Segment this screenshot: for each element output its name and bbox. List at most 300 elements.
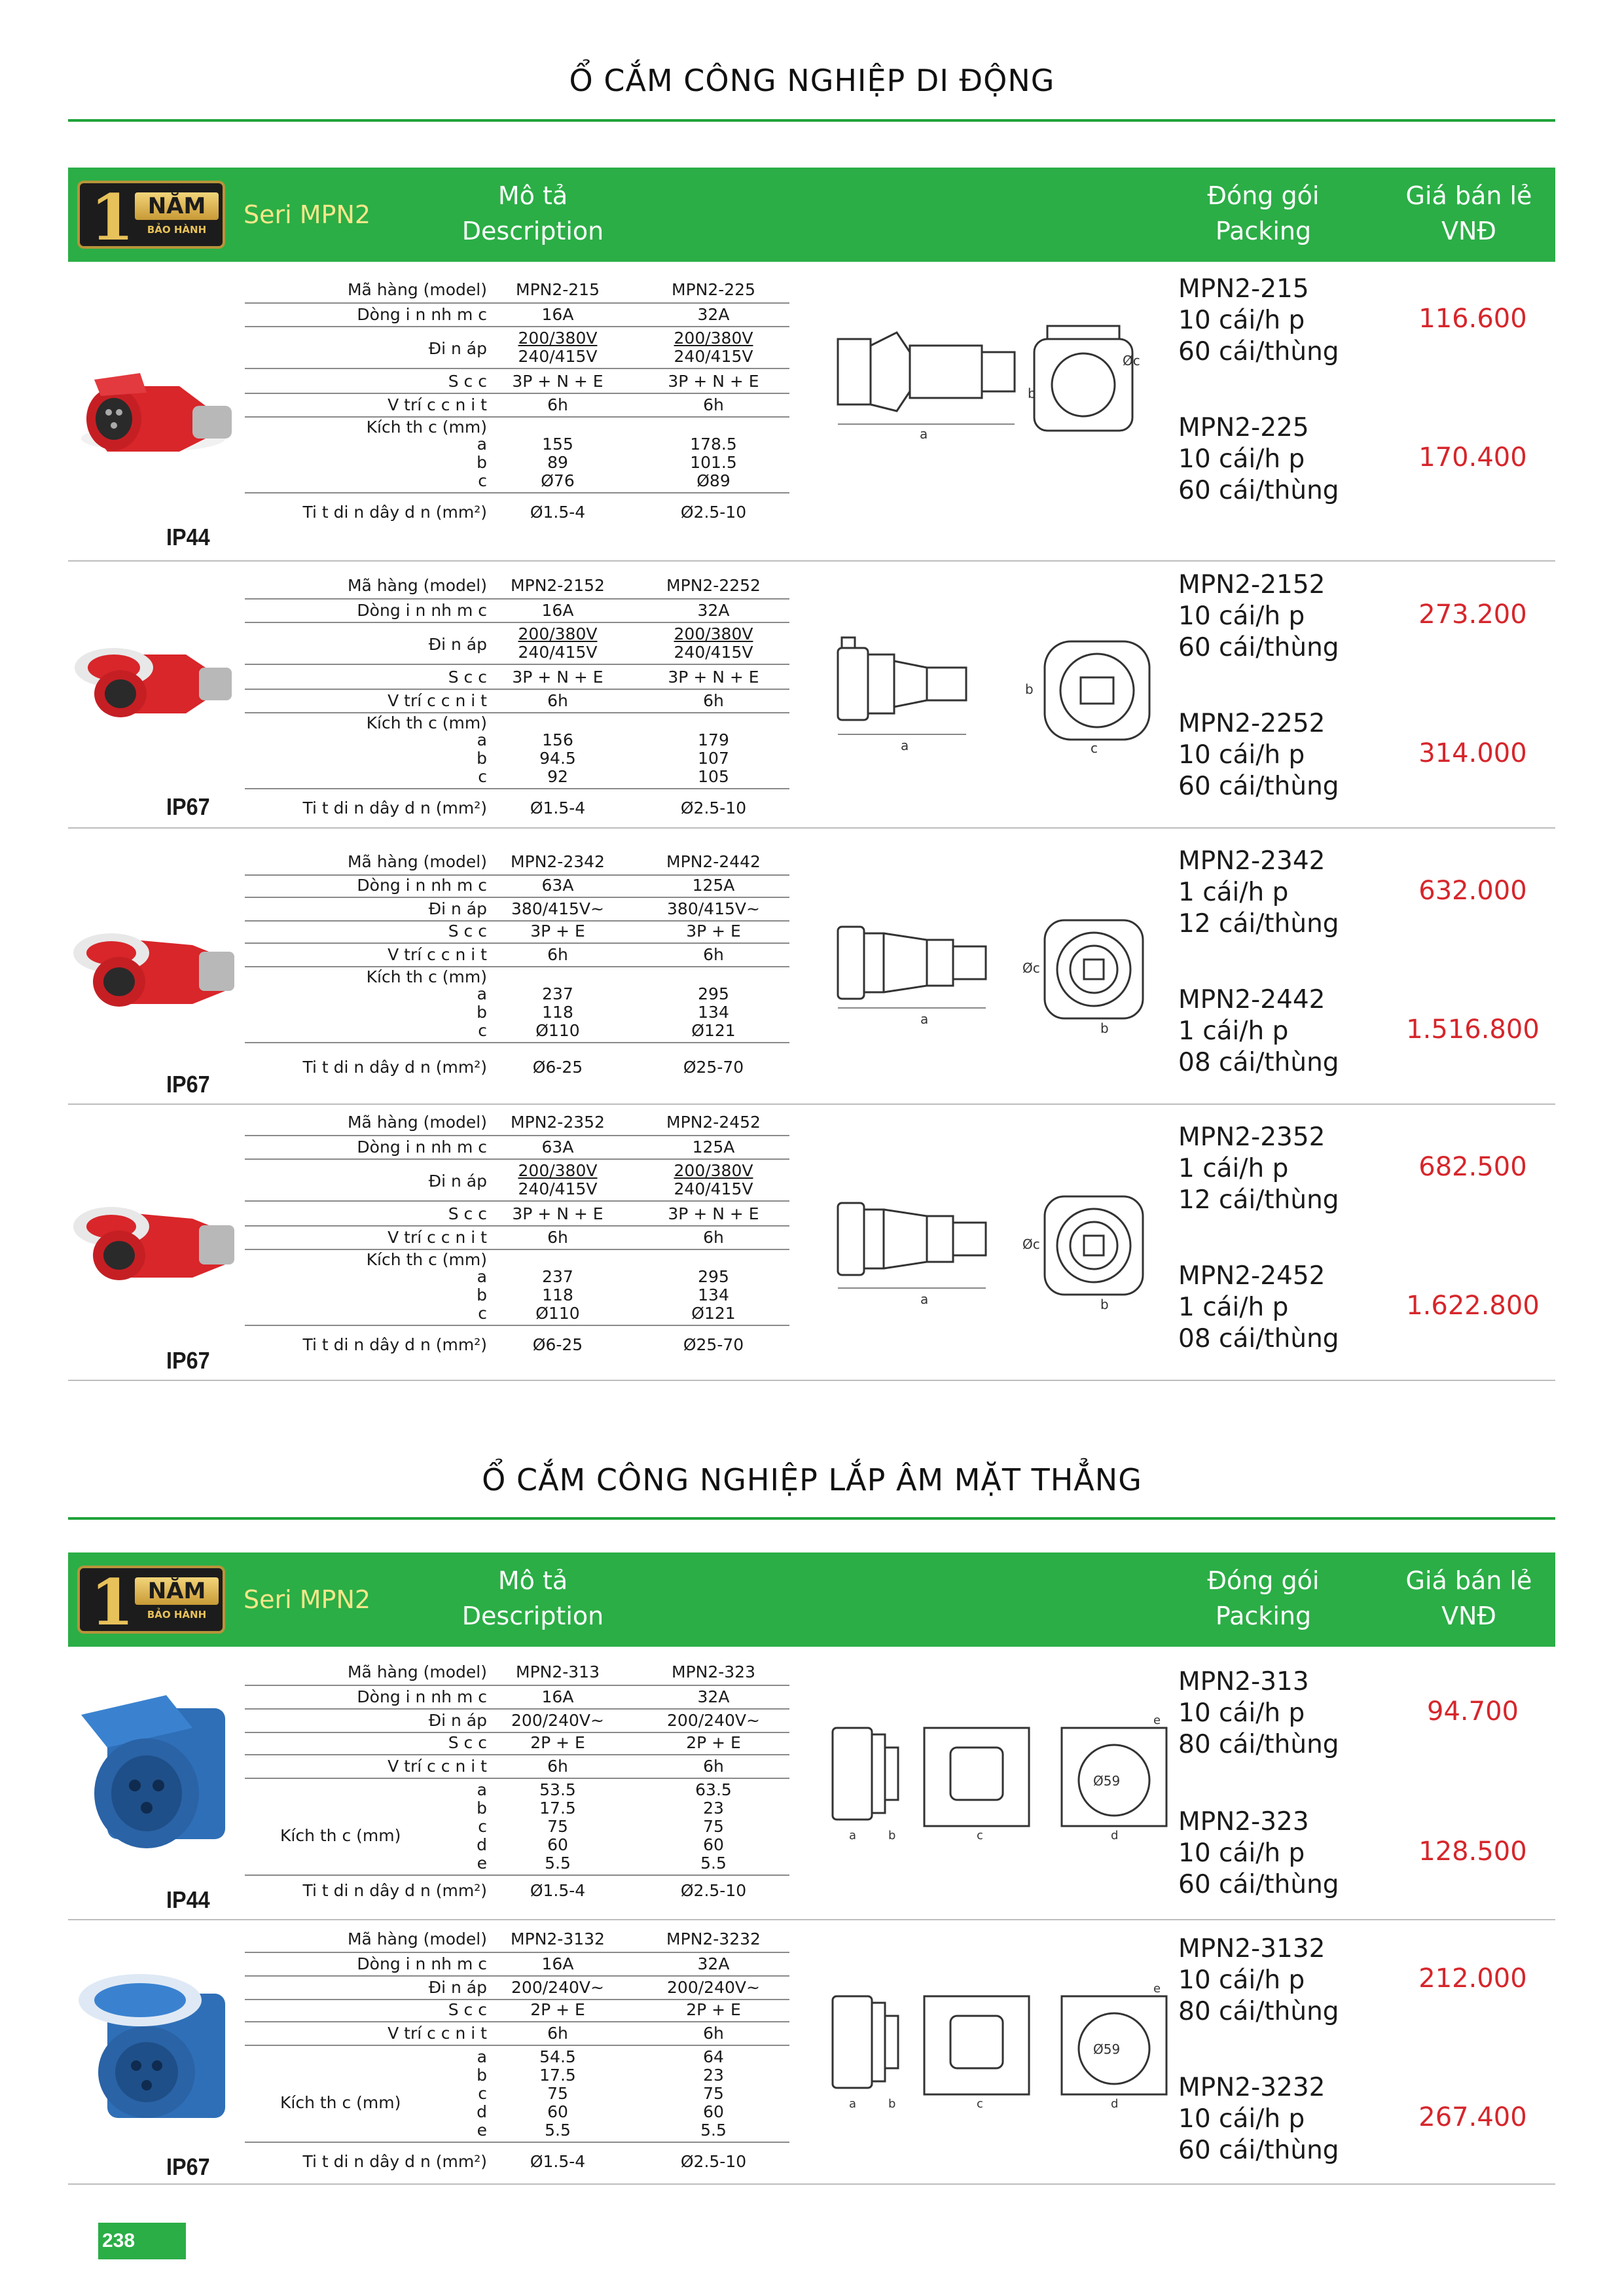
packing-model: MPN2-2442: [1178, 985, 1326, 1014]
packing-block: [1178, 274, 1339, 368]
packing-carton: 80 cái/thùng: [1178, 1730, 1339, 1759]
packing-block: [1178, 1261, 1339, 1355]
spec-poles-2: 2P + E: [686, 1733, 741, 1752]
spec-section-2: Ø2.5-10: [680, 2152, 747, 2171]
packing-box: 1 cái/h p: [1178, 878, 1289, 907]
spec-divider: [245, 1325, 789, 1326]
warranty-unit: NĂM: [135, 192, 219, 220]
packing-model: MPN2-2252: [1178, 709, 1326, 738]
product-image-red-socket: [68, 628, 238, 733]
packing-box: 1 cái/h p: [1178, 1016, 1289, 1046]
warranty-badge: [77, 181, 225, 255]
spec-poles-1: 3P + N + E: [512, 1204, 604, 1223]
spec-label-current: Dòng i n nh m c: [357, 876, 487, 895]
spec-a-1: 53.5: [539, 1780, 576, 1799]
spec-divider: [245, 1249, 789, 1250]
spec-label-position: V trí c c n i t: [388, 945, 487, 964]
spec-b-1: 118: [542, 1285, 573, 1304]
price-header: [1371, 1563, 1567, 1634]
table-header: [68, 168, 1555, 262]
spec-e-2: 5.5: [700, 2121, 727, 2140]
spec-c-1: 75: [547, 1817, 568, 1836]
packing-block: [1178, 984, 1339, 1079]
spec-a-2: 179: [698, 730, 729, 749]
spec-label-c: c: [478, 767, 487, 786]
spec-divider: [245, 1952, 789, 1953]
spec-model-1: MPN2-2342: [511, 852, 605, 871]
packing-box: 10 cái/h p: [1178, 740, 1305, 770]
spec-b-2: 23: [703, 1799, 724, 1818]
spec-label-b: b: [477, 453, 487, 472]
spec-voltage-1a: 200/380V: [518, 1161, 598, 1180]
series-label: Seri MPN2: [244, 1585, 371, 1614]
drawing-label-b: b: [1100, 1020, 1109, 1036]
spec-label-b: b: [477, 2066, 487, 2085]
spec-e-2: 5.5: [700, 1854, 727, 1873]
spec-position-1: 6h: [547, 945, 568, 964]
spec-label-a: a: [477, 1780, 487, 1799]
spec-section-2: Ø25-70: [683, 1335, 744, 1354]
packing-model: MPN2-2452: [1178, 1261, 1326, 1291]
spec-label-poles: S c c: [448, 668, 487, 687]
packing-carton: 60 cái/thùng: [1178, 772, 1339, 801]
spec-label-section: Ti t di n dây d n (mm²): [302, 1335, 487, 1354]
spec-voltage-1a: 200/380V: [518, 624, 598, 643]
spec-label-position: V trí c c n i t: [388, 691, 487, 710]
spec-label-model: Mã hàng (model): [347, 1662, 487, 1681]
spec-section-1: Ø1.5-4: [530, 2152, 586, 2171]
packing-carton: 80 cái/thùng: [1178, 1997, 1339, 2026]
spec-poles-1: 2P + E: [530, 2000, 585, 2019]
description-vi: Mô tả: [497, 181, 568, 210]
spec-current-1: 63A: [541, 876, 574, 895]
packing-model: MPN2-313: [1178, 1667, 1309, 1696]
packing-model: MPN2-3132: [1178, 1934, 1326, 1964]
product-image-blue-socket: [68, 1689, 238, 1865]
spec-position-2: 6h: [703, 1757, 724, 1776]
technical-drawing: [829, 907, 1156, 1038]
drawing-label-b: b: [1028, 386, 1036, 401]
spec-label-current: Dòng i n nh m c: [357, 1954, 487, 1973]
section-title: Ổ CẮM CÔNG NGHIỆP DI ĐỘNG: [569, 63, 1055, 98]
spec-voltage-2b: 240/415V: [674, 1179, 753, 1198]
spec-divider: [245, 1225, 789, 1227]
spec-label-a: a: [477, 984, 487, 1003]
spec-current-2: 125A: [692, 876, 735, 895]
spec-position-1: 6h: [547, 2024, 568, 2043]
retail-price: 267.400: [1418, 2102, 1527, 2132]
drawing-label-a: a: [849, 2097, 857, 2111]
spec-c-1: Ø110: [535, 1021, 580, 1040]
packing-block: [1178, 569, 1339, 664]
packing-block: [1178, 1666, 1339, 1761]
description-header: [435, 178, 631, 249]
spec-label-a: a: [477, 435, 487, 454]
packing-header: [1165, 178, 1362, 249]
price-header: [1371, 178, 1567, 249]
spec-label-model: Mã hàng (model): [347, 1929, 487, 1948]
drawing-label-b: b: [1100, 1297, 1109, 1312]
title-rule: [68, 119, 1555, 122]
warranty-text: BẢO HÀNH: [147, 1609, 207, 1621]
spec-b-2: 134: [698, 1285, 729, 1304]
drawing-label-diameter: Ø59: [1093, 1773, 1121, 1789]
packing-carton: 60 cái/thùng: [1178, 2136, 1339, 2165]
spec-current-2: 32A: [697, 305, 730, 324]
packing-model: MPN2-2352: [1178, 1122, 1326, 1152]
spec-label-position: V trí c c n i t: [388, 1228, 487, 1247]
spec-label-voltage: Đi n áp: [428, 1172, 487, 1191]
spec-divider: [245, 2021, 789, 2022]
technical-drawing: [829, 628, 1156, 759]
spec-divider: [245, 416, 789, 418]
spec-e-1: 5.5: [545, 1854, 571, 1873]
spec-a-1: 155: [542, 435, 573, 454]
spec-c-2: Ø89: [696, 471, 731, 490]
spec-poles-1: 2P + E: [530, 1733, 585, 1752]
spec-voltage-2a: 200/380V: [674, 1161, 753, 1180]
spec-model-2: MPN2-323: [672, 1662, 755, 1681]
spec-label-a: a: [477, 2047, 487, 2066]
drawing-label-a: a: [920, 1011, 929, 1027]
spec-voltage-2a: 200/240V~: [667, 1711, 760, 1730]
retail-price: 314.000: [1418, 738, 1527, 768]
spec-section-2: Ø2.5-10: [680, 503, 747, 522]
drawing-label-b: b: [1025, 681, 1034, 697]
drawing-label-a: a: [901, 738, 909, 753]
spec-label-voltage: Đi n áp: [428, 1711, 487, 1730]
spec-position-2: 6h: [703, 1228, 724, 1247]
spec-label-a: a: [477, 1267, 487, 1286]
spec-divider: [245, 1708, 789, 1710]
technical-drawing: [829, 1183, 1156, 1314]
spec-label-poles: S c c: [448, 2000, 487, 2019]
spec-divider: [245, 1778, 789, 1779]
spec-label-c: c: [478, 471, 487, 490]
packing-en: Packing: [1215, 1602, 1312, 1630]
packing-model: MPN2-2342: [1178, 846, 1326, 876]
spec-d-1: 60: [547, 1835, 568, 1854]
drawing-label-d: d: [1111, 2097, 1119, 2111]
packing-box: 10 cái/h p: [1178, 444, 1305, 474]
spec-poles-2: 2P + E: [686, 2000, 741, 2019]
spec-c-2: 75: [703, 2084, 724, 2103]
table-header: [68, 1552, 1555, 1647]
spec-voltage-1a: 380/415V~: [511, 899, 604, 918]
spec-label-section: Ti t di n dây d n (mm²): [302, 1881, 487, 1900]
spec-voltage-2a: 200/380V: [674, 624, 753, 643]
packing-block: [1178, 1122, 1339, 1216]
ip-rating: IP67: [166, 1347, 210, 1374]
spec-c-1: 92: [547, 767, 568, 786]
drawing-label-a: a: [920, 426, 928, 442]
spec-label-e: e: [477, 2121, 487, 2140]
packing-carton: 12 cái/thùng: [1178, 909, 1339, 939]
spec-divider: [245, 1042, 789, 1043]
spec-label-model: Mã hàng (model): [347, 1113, 487, 1132]
retail-price: 273.200: [1418, 600, 1527, 630]
spec-divider: [245, 689, 789, 690]
retail-price: 682.500: [1418, 1152, 1527, 1182]
spec-poles-1: 3P + N + E: [512, 372, 604, 391]
spec-label-dims: Kích th c (mm): [366, 713, 487, 732]
spec-divider: [245, 897, 789, 898]
packing-vi: Đóng gói: [1207, 1566, 1320, 1595]
spec-divider: [245, 1975, 789, 1977]
price-unit: VNĐ: [1441, 1602, 1496, 1630]
spec-label-b: b: [477, 749, 487, 768]
spec-current-2: 125A: [692, 1138, 735, 1157]
warranty-text: BẢO HÀNH: [147, 224, 207, 236]
spec-divider: [245, 1135, 789, 1136]
packing-box: 10 cái/h p: [1178, 306, 1305, 335]
spec-model-2: MPN2-2252: [666, 576, 761, 595]
spec-divider: [245, 788, 789, 789]
spec-voltage-2a: 200/380V: [674, 329, 753, 348]
spec-c-2: Ø121: [691, 1304, 736, 1323]
spec-d-2: 60: [703, 1835, 724, 1854]
spec-model-1: MPN2-2152: [511, 576, 605, 595]
spec-label-voltage: Đi n áp: [428, 899, 487, 918]
spec-b-1: 94.5: [539, 749, 576, 768]
spec-label-c: c: [478, 1021, 487, 1040]
row-divider: [68, 827, 1555, 829]
spec-label-a: a: [477, 730, 487, 749]
spec-section-1: Ø1.5-4: [530, 1881, 586, 1900]
spec-voltage-1b: 240/415V: [518, 1179, 598, 1198]
spec-b-2: 134: [698, 1003, 729, 1022]
spec-position-2: 6h: [703, 2024, 724, 2043]
spec-divider: [245, 1685, 789, 1686]
title-rule: [68, 1517, 1555, 1520]
drawing-label-c: c: [1091, 740, 1098, 756]
spec-poles-2: 3P + N + E: [668, 372, 759, 391]
spec-divider: [245, 302, 789, 304]
ip-rating: IP67: [166, 793, 210, 820]
product-image-blue-socket: [68, 1961, 238, 2125]
spec-section-2: Ø25-70: [683, 1058, 744, 1077]
packing-box: 1 cái/h p: [1178, 1154, 1289, 1183]
drawing-label-c: Øc: [1123, 353, 1140, 368]
spec-label-poles: S c c: [448, 922, 487, 941]
retail-price: 94.700: [1427, 1696, 1519, 1727]
spec-label-b: b: [477, 1285, 487, 1304]
spec-label-voltage: Đi n áp: [428, 635, 487, 654]
spec-current-2: 32A: [697, 1687, 730, 1706]
drawing-label-a: a: [849, 1829, 857, 1842]
packing-header: [1165, 1563, 1362, 1634]
spec-label-dims: Kích th c (mm): [366, 967, 487, 986]
spec-voltage-1a: 200/380V: [518, 329, 598, 348]
spec-poles-1: 3P + E: [530, 922, 585, 941]
spec-divider: [245, 1200, 789, 1202]
spec-divider: [245, 966, 789, 967]
packing-vi: Đóng gói: [1207, 181, 1320, 210]
drawing-label-c: c: [977, 2097, 983, 2111]
retail-price: 116.600: [1418, 304, 1527, 334]
spec-position-2: 6h: [703, 945, 724, 964]
retail-price: 212.000: [1418, 1964, 1527, 1994]
packing-block: [1178, 2072, 1339, 2166]
spec-c-1: Ø76: [541, 471, 575, 490]
spec-label-section: Ti t di n dây d n (mm²): [302, 2152, 487, 2171]
price-vi: Giá bán lẻ: [1405, 181, 1532, 210]
retail-price: 1.516.800: [1406, 1014, 1540, 1045]
row-divider: [68, 2183, 1555, 2185]
spec-b-1: 17.5: [539, 1799, 576, 1818]
packing-block: [1178, 1933, 1339, 2028]
packing-box: 10 cái/h p: [1178, 1698, 1305, 1728]
technical-drawing: [820, 1715, 1186, 1846]
warranty-number: 1: [90, 181, 134, 255]
spec-label-position: V trí c c n i t: [388, 1757, 487, 1776]
spec-divider: [245, 942, 789, 944]
spec-divider: [245, 2142, 789, 2143]
spec-label-e: e: [477, 1854, 487, 1873]
spec-poles-1: 3P + N + E: [512, 668, 604, 687]
spec-label-poles: S c c: [448, 1204, 487, 1223]
spec-divider: [245, 393, 789, 394]
spec-label-model: Mã hàng (model): [347, 852, 487, 871]
spec-section-1: Ø6-25: [532, 1058, 583, 1077]
spec-label-poles: S c c: [448, 1733, 487, 1752]
warranty-number: 1: [90, 1566, 134, 1640]
spec-model-2: MPN2-2442: [666, 852, 761, 871]
spec-current-2: 32A: [697, 1954, 730, 1973]
spec-model-1: MPN2-2352: [511, 1113, 605, 1132]
spec-divider: [245, 1158, 789, 1160]
spec-divider: [245, 598, 789, 600]
retail-price: 632.000: [1418, 876, 1527, 906]
spec-label-model: Mã hàng (model): [347, 576, 487, 595]
spec-position-2: 6h: [703, 395, 724, 414]
series-label: Seri MPN2: [244, 200, 371, 229]
description-en: Description: [461, 217, 604, 245]
spec-voltage-2b: 240/415V: [674, 643, 753, 662]
spec-position-1: 6h: [547, 1757, 568, 1776]
packing-model: MPN2-2152: [1178, 570, 1326, 600]
packing-box: 10 cái/h p: [1178, 1839, 1305, 1868]
spec-voltage-1a: 200/240V~: [511, 1978, 604, 1997]
spec-b-1: 17.5: [539, 2066, 576, 2085]
spec-a-1: 54.5: [539, 2047, 576, 2066]
packing-carton: 60 cái/thùng: [1178, 337, 1339, 367]
description-header: [435, 1563, 631, 1634]
spec-label-c: c: [478, 1304, 487, 1323]
spec-a-2: 63.5: [695, 1780, 732, 1799]
packing-carton: 60 cái/thùng: [1178, 1870, 1339, 1899]
spec-section-2: Ø2.5-10: [680, 1881, 747, 1900]
spec-label-current: Dòng i n nh m c: [357, 601, 487, 620]
packing-carton: 12 cái/thùng: [1178, 1185, 1339, 1215]
packing-model: MPN2-215: [1178, 274, 1309, 304]
technical-drawing: [831, 313, 1159, 444]
drawing-label-e: e: [1153, 1715, 1161, 1727]
price-unit: VNĐ: [1441, 217, 1496, 245]
spec-position-1: 6h: [547, 691, 568, 710]
spec-poles-2: 3P + E: [686, 922, 741, 941]
spec-position-1: 6h: [547, 395, 568, 414]
spec-section-2: Ø2.5-10: [680, 798, 747, 817]
row-divider: [68, 1103, 1555, 1105]
retail-price: 128.500: [1418, 1837, 1527, 1867]
spec-voltage-2a: 200/240V~: [667, 1978, 760, 1997]
spec-current-1: 16A: [541, 305, 574, 324]
ip-rating: IP44: [166, 1886, 210, 1913]
spec-divider: [245, 1874, 789, 1876]
packing-carton: 60 cái/thùng: [1178, 633, 1339, 662]
spec-c-2: Ø121: [691, 1021, 736, 1040]
ip-rating: IP67: [166, 1071, 210, 1098]
spec-divider: [245, 492, 789, 493]
description-vi: Mô tả: [497, 1566, 568, 1595]
packing-box: 1 cái/h p: [1178, 1293, 1289, 1322]
spec-label-d: d: [477, 1835, 487, 1854]
spec-d-2: 60: [703, 2102, 724, 2121]
spec-poles-2: 3P + N + E: [668, 1204, 759, 1223]
page-number: 238: [98, 2223, 186, 2259]
spec-label-dims: Kích th c (mm): [280, 1826, 401, 1845]
ip-rating: IP44: [166, 524, 210, 550]
spec-current-1: 16A: [541, 1954, 574, 1973]
spec-c-1: Ø110: [535, 1304, 580, 1323]
spec-label-section: Ti t di n dây d n (mm²): [302, 503, 487, 522]
spec-divider: [245, 2045, 789, 2046]
spec-a-1: 237: [542, 1267, 573, 1286]
section-title: Ổ CẮM CÔNG NGHIỆP LẮP ÂM MẶT THẲNG: [482, 1462, 1142, 1498]
spec-label-b: b: [477, 1003, 487, 1022]
spec-section-1: Ø6-25: [532, 1335, 583, 1354]
spec-model-2: MPN2-3232: [666, 1929, 761, 1948]
spec-label-voltage: Đi n áp: [428, 339, 487, 358]
spec-divider: [245, 1754, 789, 1755]
spec-a-1: 237: [542, 984, 573, 1003]
spec-label-current: Dòng i n nh m c: [357, 305, 487, 324]
spec-divider: [245, 326, 789, 327]
packing-en: Packing: [1215, 217, 1312, 245]
packing-box: 10 cái/h p: [1178, 2104, 1305, 2134]
spec-e-1: 5.5: [545, 2121, 571, 2140]
spec-current-1: 16A: [541, 601, 574, 620]
spec-model-2: MPN2-2452: [666, 1113, 761, 1132]
spec-voltage-1b: 240/415V: [518, 347, 598, 366]
spec-b-2: 23: [703, 2066, 724, 2085]
packing-carton: 60 cái/thùng: [1178, 476, 1339, 505]
row-divider: [68, 1919, 1555, 1920]
warranty-unit: NĂM: [135, 1577, 219, 1605]
spec-label-current: Dòng i n nh m c: [357, 1687, 487, 1706]
packing-model: MPN2-3232: [1178, 2073, 1326, 2102]
spec-divider: [245, 368, 789, 369]
spec-model-1: MPN2-215: [516, 280, 600, 299]
spec-d-1: 60: [547, 2102, 568, 2121]
packing-box: 10 cái/h p: [1178, 1965, 1305, 1995]
spec-poles-2: 3P + N + E: [668, 668, 759, 687]
spec-label-dims: Kích th c (mm): [366, 1250, 487, 1269]
packing-block: [1178, 412, 1339, 507]
spec-label-model: Mã hàng (model): [347, 280, 487, 299]
spec-divider: [245, 664, 789, 665]
spec-voltage-2a: 380/415V~: [667, 899, 760, 918]
spec-b-2: 101.5: [690, 453, 737, 472]
packing-carton: 08 cái/thùng: [1178, 1048, 1339, 1077]
product-image-red-socket: [68, 360, 238, 478]
spec-a-2: 295: [698, 1267, 729, 1286]
spec-c-1: 75: [547, 2084, 568, 2103]
spec-a-2: 295: [698, 984, 729, 1003]
product-image-red-socket: [68, 919, 238, 1024]
product-image-red-socket: [68, 1193, 238, 1297]
